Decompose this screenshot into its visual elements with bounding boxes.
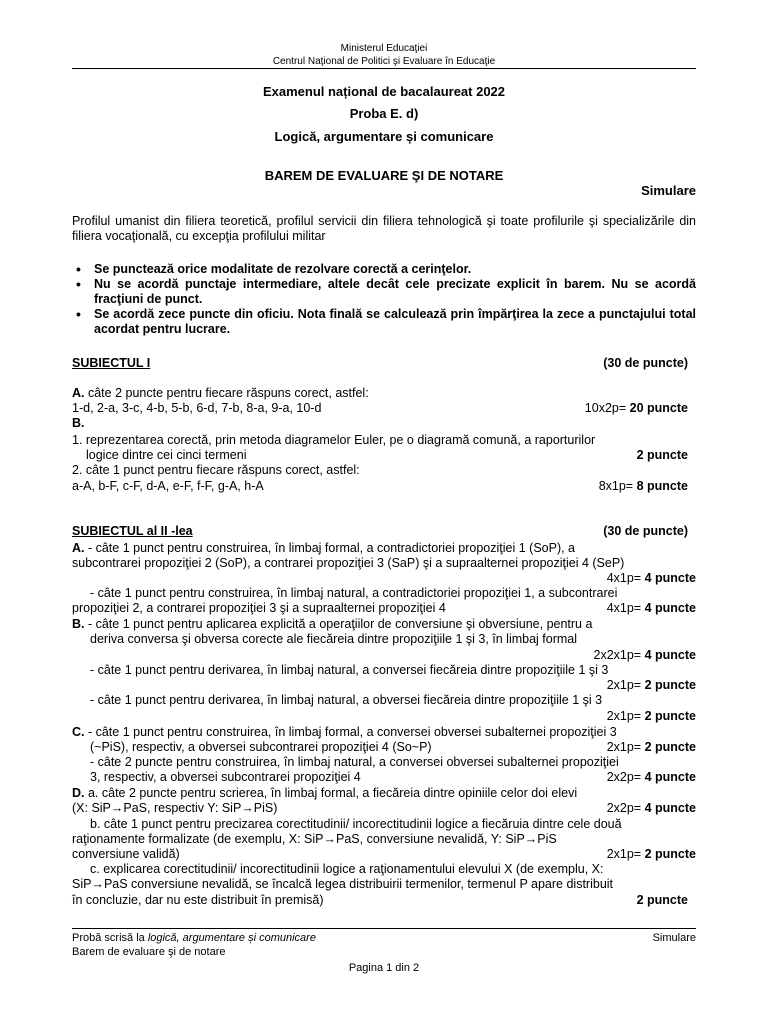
- s1-b1-line1: 1. reprezentarea corectă, prin metoda diagramelor Euler, pe o diagramă comună, a raporturilor: [72, 433, 596, 447]
- rule-item: • Se punctează orice modalitate de rezolvare corectă a cerinţelor.: [76, 261, 472, 277]
- section-heading: [72, 356, 696, 370]
- s2-b3-score: 2x1p= 2 puncte: [606, 709, 696, 723]
- s2-d3-line3: în concluzie, dar nu este distribuit în premisă): [72, 893, 324, 907]
- s2-b2-line: - câte 1 punct pentru derivarea, în limbaj natural, a conversei fiecăreia dintre propoziţiile 1 şi 3: [90, 663, 609, 677]
- ministry-name: Ministerul Educaţiei: [340, 43, 428, 54]
- s1-b2-answers: a-A, b-F, c-F, d-A, e-F, f-F, g-A, h-A: [72, 479, 264, 493]
- s2-c1-line1: C. - câte 1 punct pentru construirea, în limbaj formal, a conversei obversei subalternei propoziţiei 3: [72, 725, 617, 739]
- s2-a1-line2: subcontrarei propoziţiei 2 (SoP), a contrarei propoziţiei 3 (SaP) şi a supraalternei propoziţiei 4 (SeP): [72, 556, 625, 570]
- s1-b2-score: 8x1p= 8 puncte: [598, 479, 688, 493]
- s1-b1-score: 2 puncte: [636, 448, 688, 462]
- s2-d2-line2: raţionamente formalizate (de exemplu, X: SiP→PaS, conversiune nevalidă, Y: SiP→PiS: [72, 832, 557, 846]
- footer-rule: [72, 928, 696, 929]
- document-page: [72, 0, 696, 1024]
- s2-a2-score: 4x1p= 4 puncte: [606, 601, 696, 615]
- rule-item: • Nu se acordă punctaje intermediare, altele decât cele precizate explicit în barem. Nu se acordă fracţiuni de punct.: [76, 276, 696, 306]
- s2-c1-score: 2x1p= 2 puncte: [606, 740, 696, 754]
- s1-b2-line: 2. câte 1 punct pentru fiecare răspuns corect, astfel:: [72, 463, 360, 477]
- s2-a1-line1: A. - câte 1 punct pentru construirea, în limbaj formal, a contradictoriei propoziţiei 1 (SoP), a: [72, 541, 576, 555]
- rule-item: • Se acordă zece puncte din oficiu. Nota finală se calculează prin împărţirea la zece a punctajului total acordat pentru lucrare.: [76, 306, 696, 336]
- center-name: Centrul Naţional de Politici şi Evaluare în Educaţie: [272, 56, 496, 67]
- section-points: (30 de puncte): [603, 524, 688, 538]
- s2-b1-line2: deriva conversa şi obversa corecte ale fiecăreia dintre propoziţiile 1 şi 3, în limbaj formal: [90, 632, 578, 646]
- proba-title: Proba E. d): [349, 106, 419, 121]
- s2-b1-line1: B. - câte 1 punct pentru aplicarea explicită a operaţiilor de conversiune şi obversiune, pentru a: [72, 617, 593, 631]
- barem-title: BAREM DE EVALUARE ŞI DE NOTARE: [264, 168, 504, 183]
- s2-b1-score: 2x2x1p= 4 puncte: [593, 648, 696, 662]
- bullet-icon: •: [76, 276, 81, 292]
- s1-a-score: 10x2p= 20 puncte: [584, 401, 688, 415]
- s2-d3-line2: SiP→PaS conversiune nevalidă, se încalcă legea distribuirii termenilor, termenul P apare distribuit: [72, 877, 614, 891]
- section-title: SUBIECTUL I: [72, 356, 151, 370]
- s2-c2-score: 2x2p= 4 puncte: [606, 770, 696, 784]
- s2-d1-score: 2x2p= 4 puncte: [606, 801, 696, 815]
- section-title: SUBIECTUL al II -lea: [72, 524, 193, 538]
- s2-c2-line1: - câte 2 puncte pentru construirea, în limbaj natural, a conversei obversei subalternei propoziţiei: [90, 755, 619, 769]
- subject-title: Logică, argumentare și comunicare: [274, 129, 494, 144]
- s2-a2-line1: - câte 1 punct pentru construirea, în limbaj natural, a contradictoriei propoziţiei 1, a subcontrarei: [90, 586, 618, 600]
- simulare-label: Simulare: [641, 183, 696, 198]
- s2-d3-score: 2 puncte: [636, 893, 688, 907]
- s2-d3-line1: c. explicarea corectitudinii/ incorectitudinii logice a raţionamentului elevului X (de exemplu, X:: [90, 862, 604, 876]
- s2-b2-score: 2x1p= 2 puncte: [606, 678, 696, 692]
- s2-c2-line2: 3, respectiv, a obversei subcontrarei propoziţiei 4: [90, 770, 361, 784]
- intro-text: Profilul umanist din filiera teoretică, profilul servicii din filiera tehnologică şi toate profilurile şi specializările din filiera vocaţională, cu excepţia profilului militar: [72, 214, 696, 243]
- s2-d2-line1: b. câte 1 punct pentru precizarea corectitudinii/ incorectitudinii logice a fiecăruia dintre cele două: [90, 817, 622, 831]
- s1-a-intro: A. câte 2 puncte pentru fiecare răspuns corect, astfel:: [72, 386, 369, 400]
- s2-a2-line2: propoziţiei 2, a contrarei propoziţiei 3 şi a supraalternei propoziţiei 4: [72, 601, 446, 615]
- page-number: Pagina 1 din 2: [348, 962, 420, 974]
- s1-a-answers: 1-d, 2-a, 3-c, 4-b, 5-b, 6-d, 7-b, 8-a, 9-a, 10-d: [72, 401, 322, 415]
- s2-d1-line1: D. a. câte 2 puncte pentru scrierea, în limbaj formal, a fiecăreia dintre opiniile celor doi elevi: [72, 786, 578, 800]
- s2-d2-score: 2x1p= 2 puncte: [606, 847, 696, 861]
- section-heading: [72, 524, 696, 538]
- bullet-icon: •: [76, 261, 81, 277]
- footer-left-line2: Barem de evaluare şi de notare: [72, 946, 226, 958]
- s2-d2-line3: conversiune validă): [72, 847, 180, 861]
- s1-b1-line2: logice dintre cei cinci termeni: [86, 448, 247, 462]
- footer-left-line1: Probă scrisă la logică, argumentare și comunicare: [72, 932, 316, 944]
- footer-simulare: Simulare: [652, 932, 696, 944]
- s2-b3-line: - câte 1 punct pentru derivarea, în limbaj natural, a obversei fiecăreia dintre propoziţiile 1 şi 3: [90, 693, 603, 707]
- s1-b-label: B.: [72, 416, 85, 430]
- exam-title: Examenul național de bacalaureat 2022: [262, 84, 506, 99]
- s2-d1-line2: (X: SiP→PaS, respectiv Y: SiP→PiS): [72, 801, 278, 815]
- s2-a1-score: 4x1p= 4 puncte: [606, 571, 696, 585]
- section-points: (30 de puncte): [603, 356, 688, 370]
- s2-c1-line2: (~PiS), respectiv, a obversei subcontrarei propoziţiei 4 (So~P): [90, 740, 432, 754]
- bullet-icon: •: [76, 306, 81, 322]
- header-rule: [72, 68, 696, 69]
